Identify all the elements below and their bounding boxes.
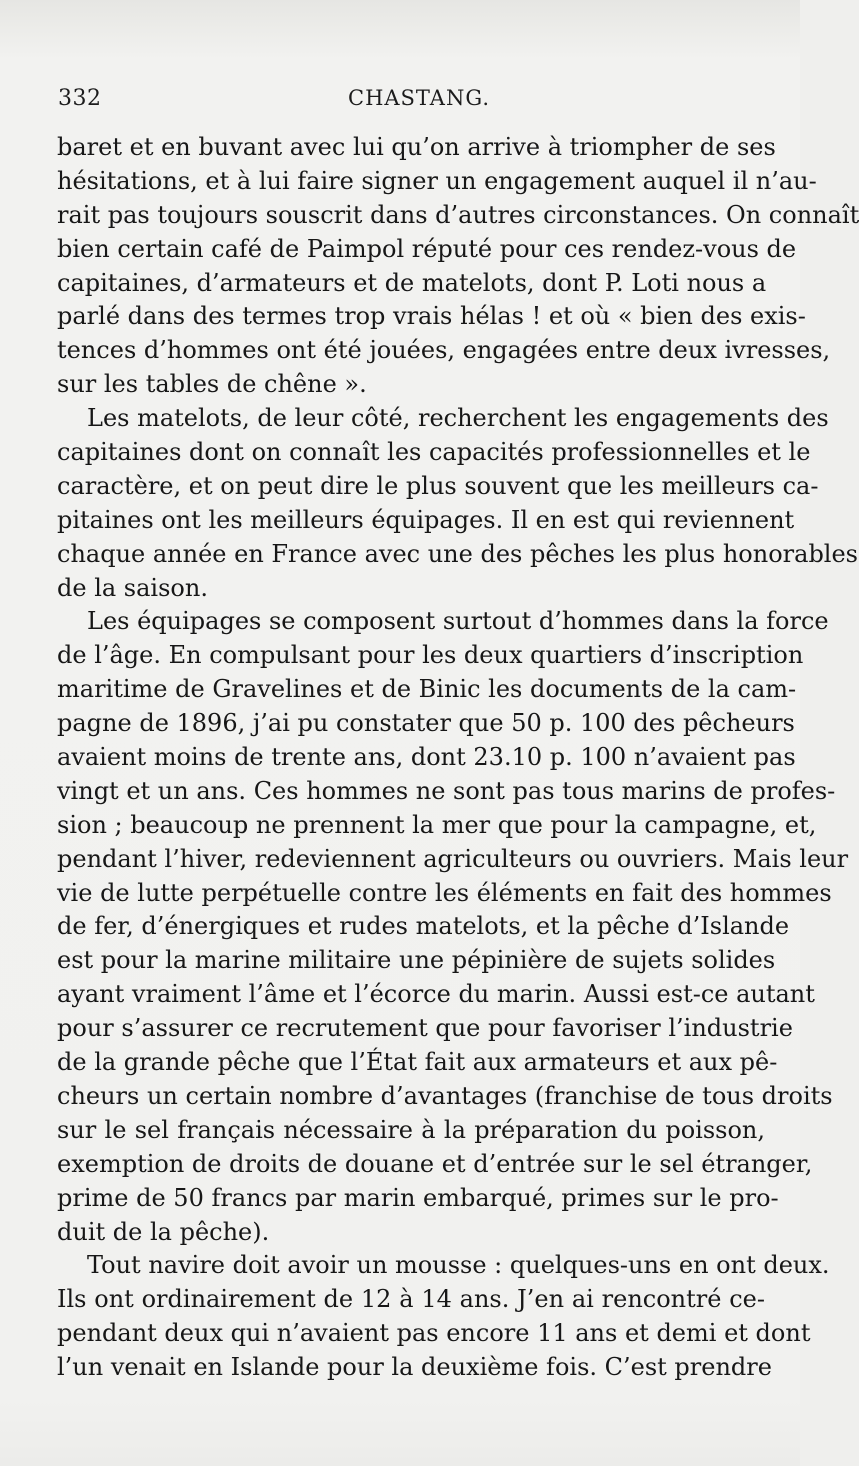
text-line: bien certain café de Paimpol réputé pour ces rendez-vous de bbox=[57, 234, 797, 263]
text-line: Les matelots, de leur côté, recherchent les engagements des bbox=[87, 404, 829, 433]
text-line: pagne de 1896, j’ai pu constater que 50 p. 100 des pêcheurs bbox=[57, 709, 795, 738]
page-header bbox=[58, 86, 748, 120]
text-line: Ils ont ordinairement de 12 à 14 ans. J’en ai rencontré ce- bbox=[57, 1285, 765, 1314]
body-text bbox=[57, 131, 859, 1385]
text-line: caractère, et on peut dire le plus souvent que les meilleurs ca- bbox=[57, 471, 819, 500]
text-line: vingt et un ans. Ces hommes ne sont pas tous marins de profes- bbox=[57, 776, 836, 805]
text-line: baret et en buvant avec lui qu’on arrive à triompher de ses bbox=[57, 133, 776, 161]
text-line: sion ; beaucoup ne prennent la mer que pour la campagne, et, bbox=[57, 810, 817, 839]
text-line: sur les tables de chêne ». bbox=[57, 370, 367, 399]
text-line: hésitations, et à lui faire signer un engagement auquel il n’au- bbox=[57, 166, 817, 195]
text-line: Les équipages se composent surtout d’hommes dans la force bbox=[87, 607, 829, 636]
text-line: est pour la marine militaire une pépinière de sujets solides bbox=[57, 946, 776, 975]
text-line: de fer, d’énergiques et rudes matelots, et la pêche d’Islande bbox=[57, 912, 790, 941]
page-number: 332 bbox=[58, 86, 102, 111]
running-head: CHASTANG. bbox=[348, 86, 491, 110]
text-line: rait pas toujours souscrit dans d’autres circonstances. On connaît bbox=[57, 200, 859, 229]
text-line: prime de 50 francs par marin embarqué, primes sur le pro- bbox=[57, 1183, 779, 1212]
text-line: l’un venait en Islande pour la deuxième fois. C’est prendre bbox=[57, 1353, 772, 1382]
text-line: pitaines ont les meilleurs équipages. Il en est qui reviennent bbox=[57, 505, 795, 534]
text-line: chaque année en France avec une des pêches les plus honorables bbox=[57, 539, 858, 568]
text-line: pour s’assurer ce recrutement que pour favoriser l’industrie bbox=[57, 1014, 793, 1043]
text-line: pendant l’hiver, redeviennent agriculteurs ou ouvriers. Mais leur bbox=[57, 844, 849, 873]
text-line: cheurs un certain nombre d’avantages (franchise de tous droits bbox=[57, 1081, 833, 1110]
text-line: de la grande pêche que l’État fait aux armateurs et aux pê- bbox=[57, 1048, 778, 1077]
text-line: de la saison. bbox=[57, 573, 208, 602]
text-line: ayant vraiment l’âme et l’écorce du marin. Aussi est-ce autant bbox=[57, 980, 815, 1009]
text-line: maritime de Gravelines et de Binic les documents de la cam- bbox=[57, 675, 797, 704]
text-line: vie de lutte perpétuelle contre les éléments en fait des hommes bbox=[57, 878, 832, 907]
text-line: duit de la pêche). bbox=[57, 1217, 270, 1246]
text-line: de l’âge. En compulsant pour les deux quartiers d’inscription bbox=[57, 641, 804, 670]
text-line: tences d’hommes ont été jouées, engagées entre deux ivresses, bbox=[57, 336, 831, 365]
text-line: sur le sel français nécessaire à la préparation du poisson, bbox=[57, 1115, 765, 1144]
text-line: capitaines, d’armateurs et de matelots, dont P. Loti nous a bbox=[57, 268, 767, 297]
text-line: parlé dans des termes trop vrais hélas ! et où « bien des exis- bbox=[57, 302, 806, 331]
text-line: Tout navire doit avoir un mousse : quelques-uns en ont deux. bbox=[87, 1251, 830, 1280]
text-line: pendant deux qui n’avaient pas encore 11 ans et demi et dont bbox=[57, 1319, 811, 1348]
text-line: capitaines dont on connaît les capacités professionnelles et le bbox=[57, 438, 811, 467]
text-line: exemption de droits de douane et d’entrée sur le sel étranger, bbox=[57, 1149, 813, 1178]
text-line: avaient moins de trente ans, dont 23.10 p. 100 n’avaient pas bbox=[57, 743, 796, 772]
